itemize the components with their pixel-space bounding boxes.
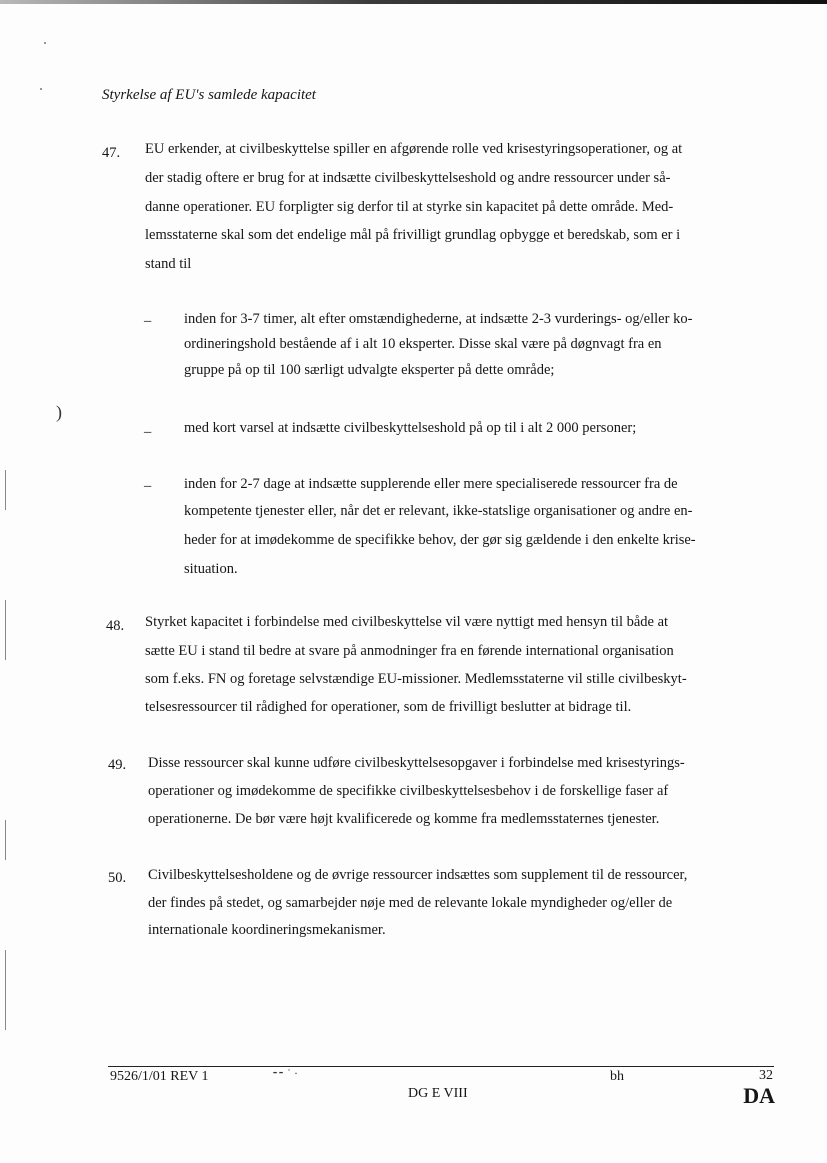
scan-speck (40, 88, 42, 90)
subitem-line: ordineringshold bestående af i alt 10 eksperter. Disse skal være på døgnvagt fra en (184, 336, 662, 352)
paragraph-number: 50. (108, 870, 127, 886)
scan-speck (44, 42, 46, 44)
footer-rule (108, 1066, 774, 1067)
dash-marker: – (144, 478, 152, 494)
scan-edge-mark (5, 600, 6, 660)
paragraph-number: 48. (106, 618, 125, 634)
subitem-line: inden for 3-7 timer, alt efter omstændighederne, at indsætte 2-3 vurderings- og/eller ko- (184, 311, 693, 327)
paragraph-line: Disse ressourcer skal kunne udføre civilbeskyttelsesopgaver i forbindelse med krisestyrings- (148, 755, 685, 771)
subitem-line: heder for at imødekomme de specifikke behov, der gør sig gældende i den enkelte krise- (184, 532, 696, 548)
paragraph-line: operationer og imødekomme de specifikke civilbeskyttelsesbehov i de forskellige faser af (148, 783, 669, 799)
subitem-line: kompetente tjenester eller, når det er relevant, ikke-statslige organisationer og andre en- (184, 503, 693, 519)
paragraph-line: telsesressourcer til rådighed for operationer, som de frivilligt beslutter at bidrage til. (145, 699, 632, 715)
paragraph-line: danne operationer. EU forpligter sig derfor til at styrke sin kapacitet på dette område. Med- (145, 199, 674, 215)
directorate: DG E VIII (408, 1086, 468, 1101)
paragraph-line: der findes på stedet, og samarbejder nøje med de relevante lokale myndigheder og/eller de (148, 895, 673, 911)
scan-edge-mark (5, 470, 6, 510)
dash-marker: – (144, 424, 152, 440)
document-reference: 9526/1/01 REV 1 (110, 1069, 209, 1084)
paragraph-line: som f.eks. FN og foretage selvstændige EU-missioner. Medlemsstaterne vil stille civilbeskyt- (145, 671, 687, 687)
scan-mark: ) (56, 402, 62, 422)
paragraph-number: 49. (108, 757, 127, 773)
paragraph-line: der stadig oftere er brug for at indsætte civilbeskyttelseshold og andre ressourcer under så- (145, 170, 671, 186)
page-number: 32 (759, 1068, 773, 1083)
subitem-line: med kort varsel at indsætte civilbeskyttelseshold på op til i alt 2 000 personer; (184, 420, 637, 436)
paragraph-line: lemsstaterne skal som det endelige mål på frivilligt grundlag opbygge et beredskab, som er i (145, 227, 681, 243)
dash-marker: – (144, 313, 152, 329)
paragraph-line: Styrket kapacitet i forbindelse med civilbeskyttelse vil være nyttigt med hensyn til både at (145, 614, 669, 630)
paragraph-number: 47. (102, 145, 121, 161)
subitem-line: gruppe på op til 100 særligt udvalgte eksperter på dette område; (184, 362, 555, 378)
paragraph-line: sætte EU i stand til bedre at svare på anmodninger fra en førende international organisation (145, 643, 674, 659)
subitem-line: inden for 2-7 dage at indsætte supplerende eller mere specialiserede ressourcer fra de (184, 476, 678, 492)
paragraph-line: internationale koordineringsmekanismer. (148, 922, 386, 938)
scan-mark: ⁃⁃ ˙ · (272, 1066, 298, 1080)
scan-top-border (0, 0, 827, 4)
author-initials: bh (610, 1069, 624, 1084)
paragraph-line: Civilbeskyttelsesholdene og de øvrige ressourcer indsættes som supplement til de ressourcer, (148, 867, 688, 883)
scan-edge-mark (5, 950, 6, 1030)
section-heading: Styrkelse af EU's samlede kapacitet (102, 87, 316, 103)
paragraph-line: operationerne. De bør være højt kvalificerede og komme fra medlemsstaternes tjenester. (148, 811, 660, 827)
subitem-line: situation. (184, 561, 238, 577)
scan-edge-mark (5, 820, 6, 860)
paragraph-line: stand til (145, 256, 192, 272)
paragraph-line: EU erkender, at civilbeskyttelse spiller en afgørende rolle ved krisestyringsoperationer, og at (145, 141, 683, 157)
language-code: DA (743, 1083, 775, 1108)
